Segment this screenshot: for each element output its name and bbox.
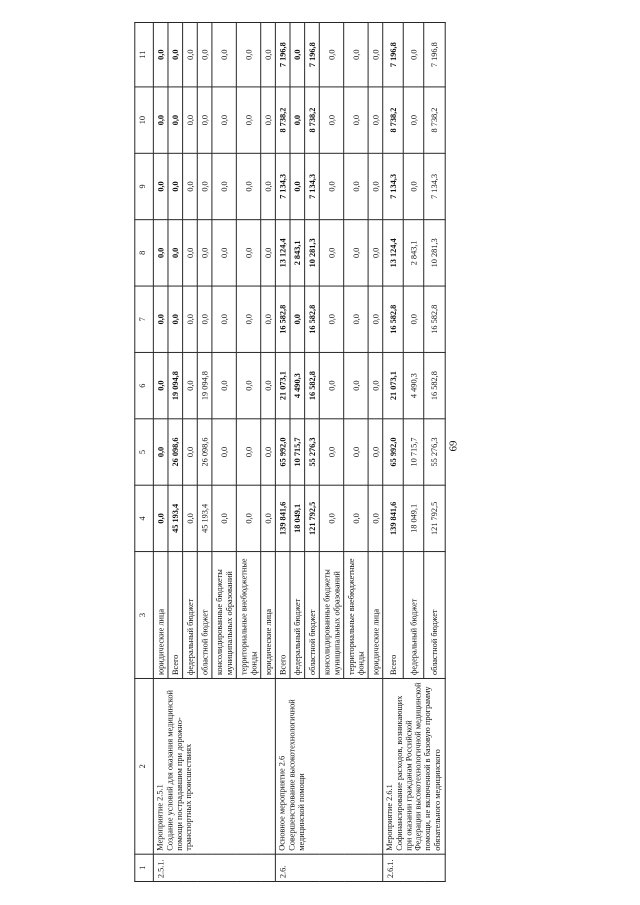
funding-source: федеральный бюджет bbox=[290, 552, 305, 679]
amount-cell: 0,0 bbox=[368, 419, 383, 485]
budget-table bbox=[134, 22, 445, 882]
amount-cell: 0,0 bbox=[403, 153, 424, 219]
funding-source: юридические лица bbox=[153, 552, 168, 679]
amount-cell: 0,0 bbox=[212, 22, 236, 86]
column-header: 11 bbox=[135, 22, 154, 86]
amount-cell: 0,0 bbox=[168, 153, 183, 219]
amount-cell: 0,0 bbox=[344, 220, 368, 286]
amount-cell: 0,0 bbox=[212, 352, 236, 418]
amount-cell: 0,0 bbox=[368, 22, 383, 86]
amount-cell: 121 792,5 bbox=[424, 485, 445, 551]
amount-cell: 7 134,3 bbox=[383, 153, 404, 219]
table-row bbox=[275, 22, 290, 881]
amount-cell: 0,0 bbox=[368, 153, 383, 219]
amount-cell: 0,0 bbox=[153, 153, 168, 219]
amount-cell: 0,0 bbox=[290, 153, 305, 219]
column-header: 4 bbox=[135, 485, 154, 551]
table-row bbox=[383, 22, 404, 881]
amount-cell: 0,0 bbox=[153, 87, 168, 153]
amount-cell: 0,0 bbox=[153, 485, 168, 551]
amount-cell: 0,0 bbox=[261, 153, 276, 219]
amount-cell: 0,0 bbox=[197, 87, 212, 153]
column-header: 2 bbox=[135, 678, 154, 854]
amount-cell: 10 715,7 bbox=[403, 419, 424, 485]
amount-cell: 65 992,0 bbox=[383, 419, 404, 485]
funding-source: территориальные внебюджетные фонды bbox=[344, 552, 368, 679]
column-header: 7 bbox=[135, 286, 154, 352]
amount-cell: 0,0 bbox=[344, 153, 368, 219]
amount-cell: 0,0 bbox=[168, 286, 183, 352]
amount-cell: 0,0 bbox=[153, 352, 168, 418]
funding-source: областной бюджет bbox=[197, 552, 212, 679]
amount-cell: 19 094,8 bbox=[197, 352, 212, 418]
table-body bbox=[153, 22, 444, 881]
amount-cell: 0,0 bbox=[236, 22, 260, 86]
amount-cell: 0,0 bbox=[183, 87, 198, 153]
amount-cell: 0,0 bbox=[290, 87, 305, 153]
amount-cell: 65 992,0 bbox=[275, 419, 290, 485]
amount-cell: 0,0 bbox=[344, 286, 368, 352]
amount-cell: 0,0 bbox=[236, 220, 260, 286]
amount-cell: 0,0 bbox=[319, 485, 343, 551]
funding-source: Всего bbox=[168, 552, 183, 679]
amount-cell: 0,0 bbox=[183, 22, 198, 86]
amount-cell: 0,0 bbox=[319, 419, 343, 485]
amount-cell: 16 582,8 bbox=[275, 286, 290, 352]
amount-cell: 7 134,3 bbox=[305, 153, 320, 219]
amount-cell: 0,0 bbox=[344, 485, 368, 551]
amount-cell: 0,0 bbox=[344, 87, 368, 153]
amount-cell: 0,0 bbox=[344, 22, 368, 86]
amount-cell: 0,0 bbox=[368, 87, 383, 153]
amount-cell: 0,0 bbox=[212, 286, 236, 352]
amount-cell: 0,0 bbox=[403, 286, 424, 352]
amount-cell: 0,0 bbox=[153, 419, 168, 485]
item-title: Мероприятие 2.6.1 Софинансирование расходов, возникающих при оказании гражданам Российской Федерации высокотехнологичной медицинской помощи, не включенной в базовую программу обязательного медицинского bbox=[383, 678, 445, 854]
amount-cell: 0,0 bbox=[212, 87, 236, 153]
funding-source: юридические лица bbox=[368, 552, 383, 679]
amount-cell: 0,0 bbox=[290, 22, 305, 86]
amount-cell: 0,0 bbox=[368, 286, 383, 352]
column-header: 10 bbox=[135, 87, 154, 153]
amount-cell: 0,0 bbox=[368, 220, 383, 286]
column-header: 8 bbox=[135, 220, 154, 286]
amount-cell: 0,0 bbox=[290, 286, 305, 352]
amount-cell: 0,0 bbox=[344, 352, 368, 418]
amount-cell: 0,0 bbox=[153, 22, 168, 86]
column-header: 5 bbox=[135, 419, 154, 485]
funding-source: областной бюджет bbox=[424, 552, 445, 679]
amount-cell: 0,0 bbox=[168, 87, 183, 153]
table-row bbox=[153, 22, 168, 881]
amount-cell: 16 582,8 bbox=[305, 286, 320, 352]
amount-cell: 0,0 bbox=[236, 153, 260, 219]
amount-cell: 7 196,8 bbox=[383, 22, 404, 86]
amount-cell: 21 073,1 bbox=[383, 352, 404, 418]
funding-source: консолидированные бюджеты муниципальных образований bbox=[319, 552, 343, 679]
amount-cell: 0,0 bbox=[236, 286, 260, 352]
amount-cell: 0,0 bbox=[403, 22, 424, 86]
amount-cell: 0,0 bbox=[403, 87, 424, 153]
amount-cell: 0,0 bbox=[236, 352, 260, 418]
amount-cell: 0,0 bbox=[368, 352, 383, 418]
amount-cell: 0,0 bbox=[153, 286, 168, 352]
column-header: 9 bbox=[135, 153, 154, 219]
funding-source: федеральный бюджет bbox=[403, 552, 424, 679]
amount-cell: 7 134,3 bbox=[275, 153, 290, 219]
funding-source: федеральный бюджет bbox=[183, 552, 198, 679]
amount-cell: 0,0 bbox=[319, 22, 343, 86]
amount-cell: 7 196,8 bbox=[305, 22, 320, 86]
amount-cell: 4 490,3 bbox=[403, 352, 424, 418]
amount-cell: 0,0 bbox=[197, 220, 212, 286]
amount-cell: 19 094,8 bbox=[168, 352, 183, 418]
funding-source: областной бюджет bbox=[305, 552, 320, 679]
amount-cell: 7 196,8 bbox=[424, 22, 445, 86]
item-title: Мероприятие 2.5.1 Создание условий для оказания медицинской помощи пострадавшим при дорожно-транспортных происшествиях bbox=[153, 678, 275, 854]
funding-source: Всего bbox=[383, 552, 404, 679]
amount-cell: 45 193,4 bbox=[197, 485, 212, 551]
amount-cell: 26 098,6 bbox=[168, 419, 183, 485]
header-row bbox=[135, 22, 154, 881]
amount-cell: 0,0 bbox=[261, 220, 276, 286]
amount-cell: 10 281,3 bbox=[424, 220, 445, 286]
item-number: 2.5.1. bbox=[153, 854, 275, 881]
amount-cell: 0,0 bbox=[319, 352, 343, 418]
amount-cell: 0,0 bbox=[197, 153, 212, 219]
amount-cell: 0,0 bbox=[168, 220, 183, 286]
amount-cell: 0,0 bbox=[261, 22, 276, 86]
amount-cell: 0,0 bbox=[236, 87, 260, 153]
amount-cell: 0,0 bbox=[183, 419, 198, 485]
amount-cell: 16 582,8 bbox=[424, 352, 445, 418]
amount-cell: 0,0 bbox=[197, 286, 212, 352]
amount-cell: 0,0 bbox=[261, 286, 276, 352]
amount-cell: 55 276,3 bbox=[305, 419, 320, 485]
amount-cell: 121 792,5 bbox=[305, 485, 320, 551]
funding-source: консолидированные бюджеты муниципальных образований bbox=[212, 552, 236, 679]
amount-cell: 0,0 bbox=[197, 22, 212, 86]
amount-cell: 0,0 bbox=[212, 220, 236, 286]
column-header: 1 bbox=[135, 854, 154, 881]
amount-cell: 8 738,2 bbox=[383, 87, 404, 153]
funding-source: Всего bbox=[275, 552, 290, 679]
amount-cell: 0,0 bbox=[368, 485, 383, 551]
funding-source: юридические лица bbox=[261, 552, 276, 679]
amount-cell: 0,0 bbox=[183, 153, 198, 219]
amount-cell: 0,0 bbox=[212, 419, 236, 485]
amount-cell: 45 193,4 bbox=[168, 485, 183, 551]
amount-cell: 0,0 bbox=[236, 419, 260, 485]
amount-cell: 0,0 bbox=[319, 286, 343, 352]
page-number: 69 bbox=[447, 440, 460, 452]
amount-cell: 16 582,8 bbox=[305, 352, 320, 418]
amount-cell: 7 134,3 bbox=[424, 153, 445, 219]
amount-cell: 16 582,8 bbox=[383, 286, 404, 352]
amount-cell: 0,0 bbox=[344, 419, 368, 485]
amount-cell: 0,0 bbox=[319, 153, 343, 219]
amount-cell: 0,0 bbox=[319, 220, 343, 286]
amount-cell: 26 098,6 bbox=[197, 419, 212, 485]
amount-cell: 8 738,2 bbox=[275, 87, 290, 153]
column-header: 3 bbox=[135, 552, 154, 679]
amount-cell: 0,0 bbox=[212, 153, 236, 219]
amount-cell: 0,0 bbox=[261, 87, 276, 153]
amount-cell: 0,0 bbox=[236, 485, 260, 551]
amount-cell: 10 281,3 bbox=[305, 220, 320, 286]
amount-cell: 55 276,3 bbox=[424, 419, 445, 485]
amount-cell: 0,0 bbox=[183, 485, 198, 551]
amount-cell: 0,0 bbox=[212, 485, 236, 551]
amount-cell: 0,0 bbox=[153, 220, 168, 286]
amount-cell: 21 073,1 bbox=[275, 352, 290, 418]
item-number: 2.6.1. bbox=[383, 854, 445, 881]
amount-cell: 0,0 bbox=[168, 22, 183, 86]
amount-cell: 0,0 bbox=[183, 220, 198, 286]
amount-cell: 139 841,6 bbox=[275, 485, 290, 551]
amount-cell: 2 843,1 bbox=[403, 220, 424, 286]
amount-cell: 10 715,7 bbox=[290, 419, 305, 485]
amount-cell: 16 582,8 bbox=[424, 286, 445, 352]
amount-cell: 13 124,4 bbox=[383, 220, 404, 286]
amount-cell: 7 196,8 bbox=[275, 22, 290, 86]
amount-cell: 8 738,2 bbox=[424, 87, 445, 153]
item-number: 2.6. bbox=[275, 854, 382, 881]
amount-cell: 13 124,4 bbox=[275, 220, 290, 286]
column-header: 6 bbox=[135, 352, 154, 418]
amount-cell: 0,0 bbox=[261, 485, 276, 551]
amount-cell: 0,0 bbox=[183, 286, 198, 352]
item-title: Основное мероприятие 2.6 Совершенствование высокотехнологичной медицинской помощи bbox=[275, 678, 382, 854]
amount-cell: 0,0 bbox=[261, 352, 276, 418]
amount-cell: 0,0 bbox=[183, 352, 198, 418]
amount-cell: 0,0 bbox=[319, 87, 343, 153]
amount-cell: 18 049,1 bbox=[290, 485, 305, 551]
funding-source: территориальные внебюджетные фонды bbox=[236, 552, 260, 679]
amount-cell: 4 490,3 bbox=[290, 352, 305, 418]
rotated-table-container bbox=[134, 22, 445, 882]
amount-cell: 139 841,6 bbox=[383, 485, 404, 551]
amount-cell: 18 049,1 bbox=[403, 485, 424, 551]
amount-cell: 0,0 bbox=[261, 419, 276, 485]
amount-cell: 2 843,1 bbox=[290, 220, 305, 286]
amount-cell: 8 738,2 bbox=[305, 87, 320, 153]
